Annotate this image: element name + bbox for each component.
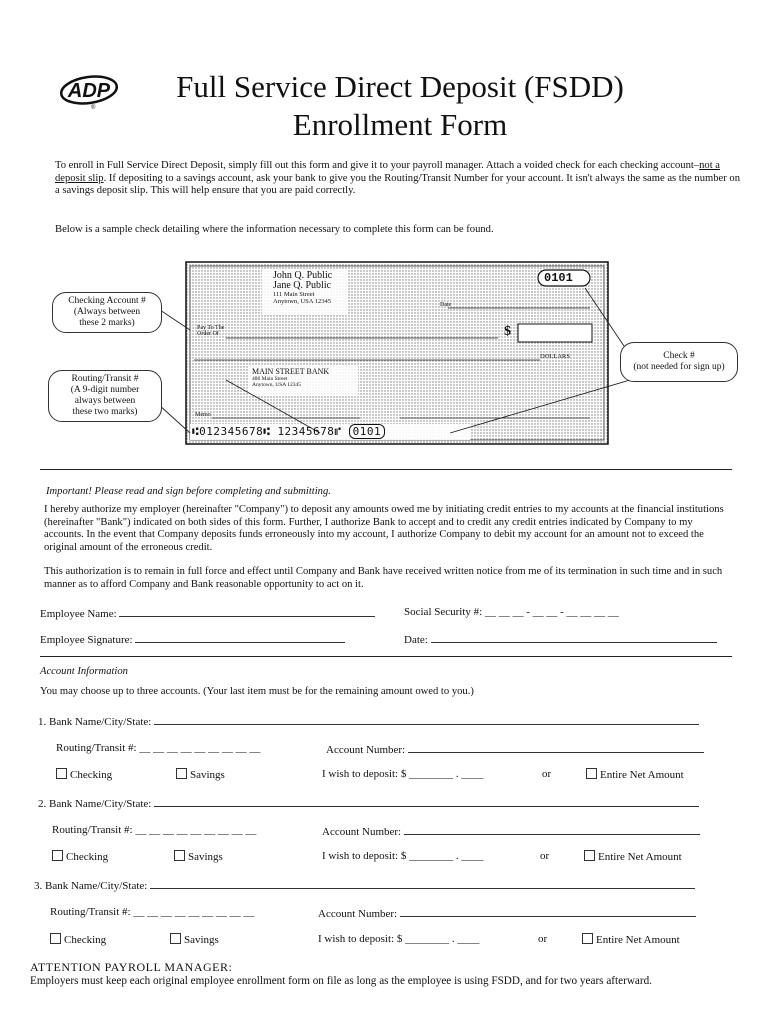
checkbox[interactable]: [174, 850, 185, 861]
bank-name-label: Bank Name/City/State:: [49, 716, 152, 728]
date-field[interactable]: [431, 632, 717, 643]
checkbox[interactable]: [170, 933, 181, 944]
micr-account: 12345678⑈: [277, 425, 342, 438]
account-2-routing-row: [52, 824, 256, 836]
intro-text-1: To enroll in Full Service Direct Deposit, simply fill out this form and give it to your payroll manager. Attach a voided check for each checking account–: [55, 160, 700, 171]
ssn-field[interactable]: __ __ __ - __ __ - __ __ __ __: [484, 606, 619, 618]
routing-label: Routing/Transit #:: [56, 742, 137, 754]
account-3-number-field[interactable]: [400, 906, 696, 917]
checkbox[interactable]: [582, 933, 593, 944]
account-1-number-row: [326, 742, 704, 756]
or-label: or: [542, 768, 552, 780]
date-label: Date:: [404, 634, 428, 646]
memo-label: Memo: [195, 412, 211, 418]
bank-name-label: Bank Name/City/State:: [49, 798, 152, 810]
account-2-bank-row: 2. Bank Name/City/State:: [38, 796, 699, 810]
bank-address-1: 486 Main Street: [252, 376, 288, 382]
checkbox[interactable]: [586, 768, 597, 779]
account-1-bank-row: 1. Bank Name/City/State:: [38, 714, 699, 728]
or-label: or: [538, 933, 548, 945]
callout-check-number: Check # (not needed for sign up): [620, 342, 738, 382]
account-1-number-field[interactable]: [408, 742, 704, 753]
micr-line: [192, 425, 385, 438]
micr-check-number: 0101: [349, 424, 386, 439]
checkbox[interactable]: [52, 850, 63, 861]
callout-checking-account: Checking Account # (Always between these 2 marks): [52, 292, 162, 333]
checkbox[interactable]: [56, 768, 67, 779]
account-3-checking[interactable]: Checking: [50, 933, 106, 946]
account-1-entire[interactable]: Entire Net Amount: [586, 768, 684, 781]
checkbox[interactable]: [584, 850, 595, 861]
section-divider-2: [40, 656, 732, 657]
ssn-label: Social Security #:: [404, 606, 483, 618]
account-3-routing-row: [50, 906, 254, 918]
intro-paragraph: [55, 160, 745, 198]
employee-name-label: Employee Name:: [40, 608, 117, 620]
sample-check-illustration: [0, 250, 770, 460]
account-3-bank-row: 3. Bank Name/City/State:: [34, 878, 695, 892]
signature-field[interactable]: [135, 632, 345, 643]
routing-label: Routing/Transit #:: [52, 824, 133, 836]
ssn-row: [404, 606, 619, 618]
signature-row: [40, 632, 345, 646]
payer-name-1: John Q. Public: [273, 270, 333, 281]
title-line1: Full Service Direct Deposit (FSDD): [176, 69, 624, 104]
adp-logo: [58, 74, 120, 110]
logo-text: ADP: [67, 80, 111, 102]
attention-text: Employers must keep each original employee enrollment form on file as long as the employee is using FSDD, and for two years afterward.: [30, 975, 652, 987]
sample-check-note: Below is a sample check detailing where the information necessary to complete this form can be found.: [55, 224, 494, 235]
account-1-routing-row: [56, 742, 260, 754]
or-label: or: [540, 850, 550, 862]
intro-underlined: not a deposit slip: [55, 160, 721, 184]
routing-label: Routing/Transit #:: [50, 906, 131, 918]
account-3-routing-field[interactable]: __ __ __ __ __ __ __ __ __: [133, 906, 255, 918]
dollar-sign: $: [504, 324, 511, 339]
pay-to-label-1: Pay To The: [197, 325, 225, 331]
account-1-deposit-field[interactable]: ________ . ____: [409, 768, 484, 780]
account-2-checking[interactable]: Checking: [52, 850, 108, 863]
account-3-deposit-row: I wish to deposit: $ ________ . ____: [318, 933, 480, 945]
svg-text:®: ®: [91, 105, 96, 110]
account-info-heading: Account Information: [40, 666, 128, 677]
account-1-bank-field[interactable]: [154, 714, 699, 725]
payer-block: [273, 271, 332, 305]
pay-to-label: [197, 325, 224, 337]
authorization-paragraph-1: I hereby authorize my employer (hereinafter "Company") to deposit any amounts owed me by initiating credit entries to my accounts at the financial institutions (hereinafter "Bank") indicated on both sides of this form. Further, I authorize Bank to accept and to credit any credit entries indicated by Company to my accounts. In the event that Company deposits funds erroneously into my account, I authorize Company to debit my account for an amount not to exceed the original amount of the erroneous credit.: [44, 504, 724, 553]
checkbox[interactable]: [176, 768, 187, 779]
check-number: 0101: [544, 271, 573, 285]
bank-name: MAIN STREET BANK: [252, 367, 330, 376]
account-1-deposit-row: I wish to deposit: $ ________ . ____: [322, 768, 484, 780]
authorization-paragraph-2: This authorization is to remain in full force and effect until Company and Bank have received written notice from me of its termination in such time and in such manner as to afford Company and Bank reasonable opportunity to act on it.: [44, 566, 723, 590]
payer-address-2: Anytown, USA 12345: [273, 298, 331, 305]
payer-address-1: 111 Main Street: [273, 291, 315, 298]
callout-routing-transit: Routing/Transit # (A 9-digit number always between these two marks): [48, 370, 162, 422]
employee-name-row: [40, 606, 375, 620]
account-number-label: Account Number:: [326, 744, 406, 756]
checkbox[interactable]: [50, 933, 61, 944]
signature-label: Employee Signature:: [40, 634, 133, 646]
account-3-number-row: [318, 906, 696, 920]
bank-name-label: Bank Name/City/State:: [45, 880, 148, 892]
payer-name-2: Jane Q. Public: [273, 280, 332, 291]
pay-to-label-2: Order Of: [197, 331, 219, 337]
bank-block: [252, 368, 329, 388]
date-label: Date: [440, 302, 452, 308]
attention-heading: ATTENTION PAYROLL MANAGER:: [30, 960, 233, 974]
dollars-label: DOLLARS: [540, 353, 570, 360]
account-2-deposit-field[interactable]: ________ . ____: [409, 850, 484, 862]
account-3-bank-field[interactable]: [150, 878, 695, 889]
account-2-routing-field[interactable]: __ __ __ __ __ __ __ __ __: [135, 824, 257, 836]
account-2-bank-field[interactable]: [154, 796, 699, 807]
account-3-savings[interactable]: Savings: [170, 933, 219, 946]
important-note: Important! Please read and sign before completing and submitting.: [46, 486, 331, 497]
date-row: [404, 632, 717, 646]
employee-name-field[interactable]: [119, 606, 375, 617]
page-title: [140, 68, 660, 144]
account-3-deposit-field[interactable]: ________ . ____: [405, 933, 480, 945]
micr-routing: ⑆012345678⑆: [192, 425, 271, 438]
intro-text-2: . If depositing to a savings account, ask your bank to give you the Routing/Transit Number for your account. It isn't always the same as the number on a savings deposit slip. This will help ensure that you are paid correctly.: [55, 172, 740, 197]
account-2-savings[interactable]: Savings: [174, 850, 223, 863]
account-1-checking[interactable]: Checking: [56, 768, 112, 781]
account-number-label: Account Number:: [318, 908, 398, 920]
account-2-number-row: [322, 824, 700, 838]
account-1-routing-field[interactable]: __ __ __ __ __ __ __ __ __: [139, 742, 261, 754]
section-divider: [40, 469, 732, 470]
account-2-deposit-row: I wish to deposit: $ ________ . ____: [322, 850, 484, 862]
account-1-savings[interactable]: Savings: [176, 768, 225, 781]
account-2-number-field[interactable]: [404, 824, 700, 835]
account-number-label: Account Number:: [322, 826, 402, 838]
account-3-entire[interactable]: Entire Net Amount: [582, 933, 680, 946]
account-info-note: You may choose up to three accounts. (Your last item must be for the remaining amount owed to you.): [40, 686, 474, 697]
account-2-entire[interactable]: Entire Net Amount: [584, 850, 682, 863]
title-line2: Enrollment Form: [292, 107, 508, 142]
bank-address-2: Anytown, USA 12345: [252, 382, 302, 388]
